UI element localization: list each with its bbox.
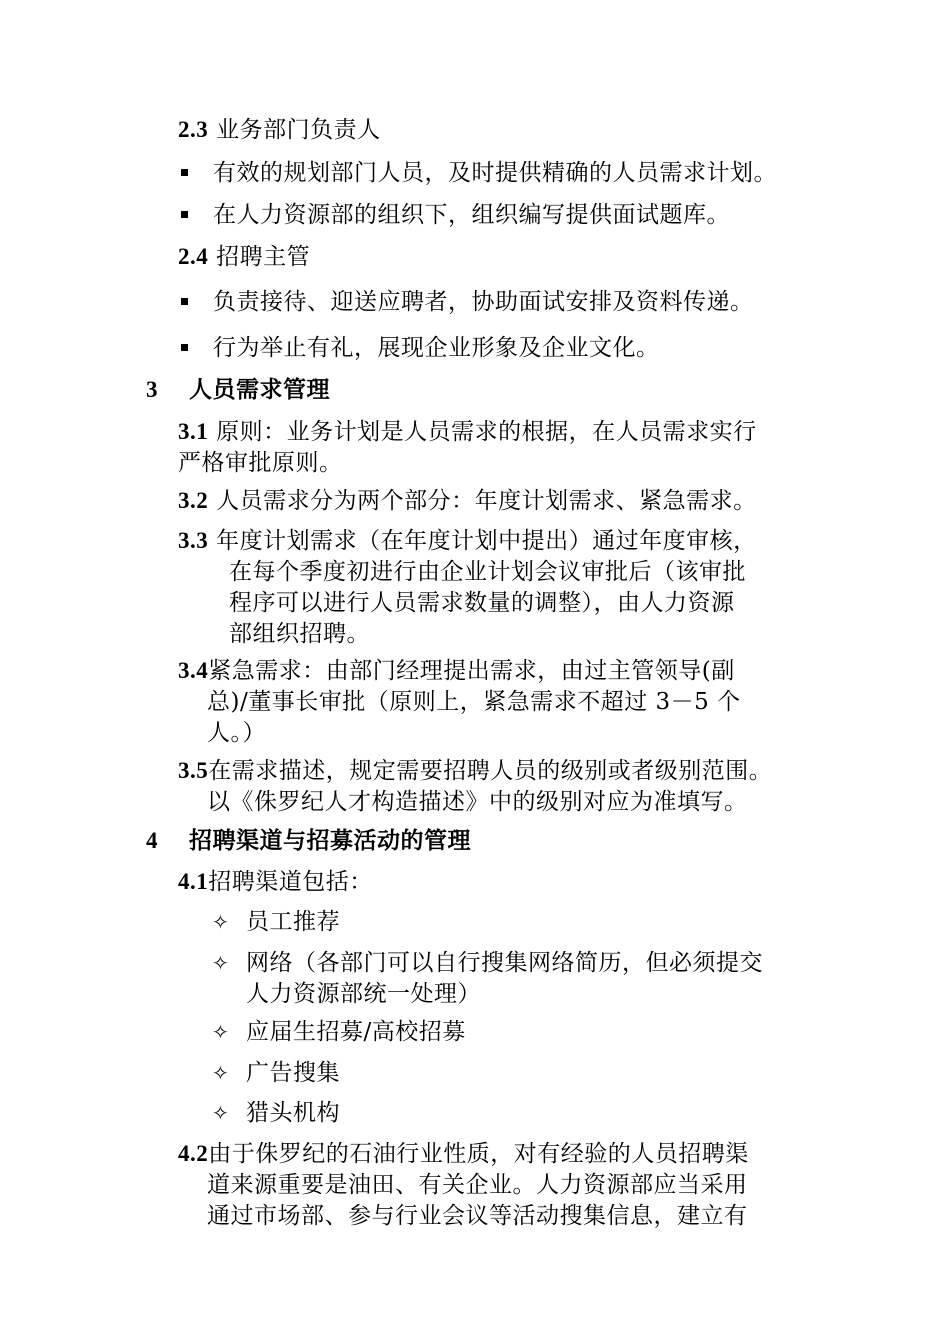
paragraph-line: 严格审批原则。 — [178, 450, 343, 476]
section-number: 3 — [146, 377, 158, 402]
clause-text: 由于侏罗纪的石油行业性质，对有经验的人员招聘渠 — [208, 1141, 749, 1167]
clause-text: 招聘渠道包括： — [208, 869, 373, 895]
paragraph-line: 人。） — [207, 720, 266, 746]
paragraph-line: 道来源重要是油田、有关企业。人力资源部应当采用 — [207, 1172, 748, 1198]
section-title: 招聘渠道与招募活动的管理 — [189, 827, 472, 854]
list-item: 网络（各部门可以自行搜集网络简历，但必须提交 — [246, 950, 763, 976]
clause-number: 4.1 — [178, 869, 209, 894]
square-bullet-icon — [181, 169, 188, 176]
clause-text: 紧急需求：由部门经理提出需求，由过主管领导(副 — [208, 658, 735, 684]
list-item: 猎头机构 — [246, 1100, 340, 1126]
paragraph-line — [178, 866, 373, 898]
section-title: 人员需求管理 — [189, 376, 331, 403]
diamond-bullet-icon: ✧ — [212, 1061, 229, 1085]
clause-number: 3.5 — [178, 758, 209, 783]
clause-number: 4.2 — [178, 1141, 209, 1166]
square-bullet-icon — [181, 211, 188, 218]
paragraph-line: 通过市场部、参与行业会议等活动搜集信息，建立有 — [207, 1203, 748, 1229]
subsection-number: 2.4 — [178, 244, 209, 269]
clause-number: 3.2 — [178, 488, 209, 513]
list-item: 应届生招募/高校招募 — [246, 1019, 466, 1045]
clause-text: 人员需求分为两个部分：年度计划需求、紧急需求。 — [216, 488, 757, 514]
diamond-bullet-icon: ✧ — [212, 1101, 229, 1125]
diamond-bullet-icon: ✧ — [212, 1020, 229, 1044]
list-item: 在人力资源部的组织下，组织编写提供面试题库。 — [213, 202, 730, 228]
paragraph-line: 部组织招聘。 — [229, 621, 370, 647]
section-heading — [146, 825, 471, 857]
square-bullet-icon — [181, 344, 188, 351]
list-item: 员工推荐 — [246, 909, 340, 935]
list-item: 负责接待、迎送应聘者，协助面试安排及资料传递。 — [213, 289, 754, 315]
section-heading — [146, 374, 330, 406]
subsection-number: 2.3 — [178, 117, 209, 142]
clause-number: 3.3 — [178, 528, 209, 553]
paragraph-line — [178, 1138, 749, 1170]
list-item: 广告搜集 — [246, 1060, 340, 1086]
subsection-title: 业务部门负责人 — [216, 117, 381, 143]
list-item: 人力资源部统一处理） — [246, 981, 481, 1007]
paragraph-line — [178, 755, 772, 787]
clause-number: 3.1 — [178, 419, 209, 444]
paragraph-line — [178, 485, 757, 517]
paragraph-line: 在每个季度初进行由企业计划会议审批后（该审批 — [229, 559, 746, 585]
list-item: 有效的规划部门人员，及时提供精确的人员需求计划。 — [213, 160, 777, 186]
section-number: 4 — [146, 828, 158, 853]
paragraph-line — [178, 525, 757, 557]
clause-text: 在需求描述，规定需要招聘人员的级别或者级别范围。 — [208, 758, 773, 784]
paragraph-line — [178, 655, 735, 687]
diamond-bullet-icon: ✧ — [212, 910, 229, 934]
subsection-heading — [178, 241, 310, 273]
clause-number: 3.4 — [178, 658, 209, 683]
paragraph-line — [178, 416, 757, 448]
subsection-heading — [178, 114, 381, 146]
diamond-bullet-icon: ✧ — [212, 951, 229, 975]
paragraph-line: 总)/董事长审批（原则上，紧急需求不超过 3－5 个 — [207, 689, 741, 715]
clause-text: 原则：业务计划是人员需求的根据，在人员需求实行 — [216, 419, 757, 445]
paragraph-line: 程序可以进行人员需求数量的调整），由人力资源 — [229, 590, 735, 616]
list-item: 行为举止有礼，展现企业形象及企业文化。 — [213, 335, 660, 361]
square-bullet-icon — [181, 298, 188, 305]
paragraph-line: 以《侏罗纪人才构造描述》中的级别对应为准填写。 — [207, 789, 748, 815]
subsection-title: 招聘主管 — [216, 244, 311, 270]
clause-text: 年度计划需求（在年度计划中提出）通过年度审核， — [216, 528, 757, 554]
